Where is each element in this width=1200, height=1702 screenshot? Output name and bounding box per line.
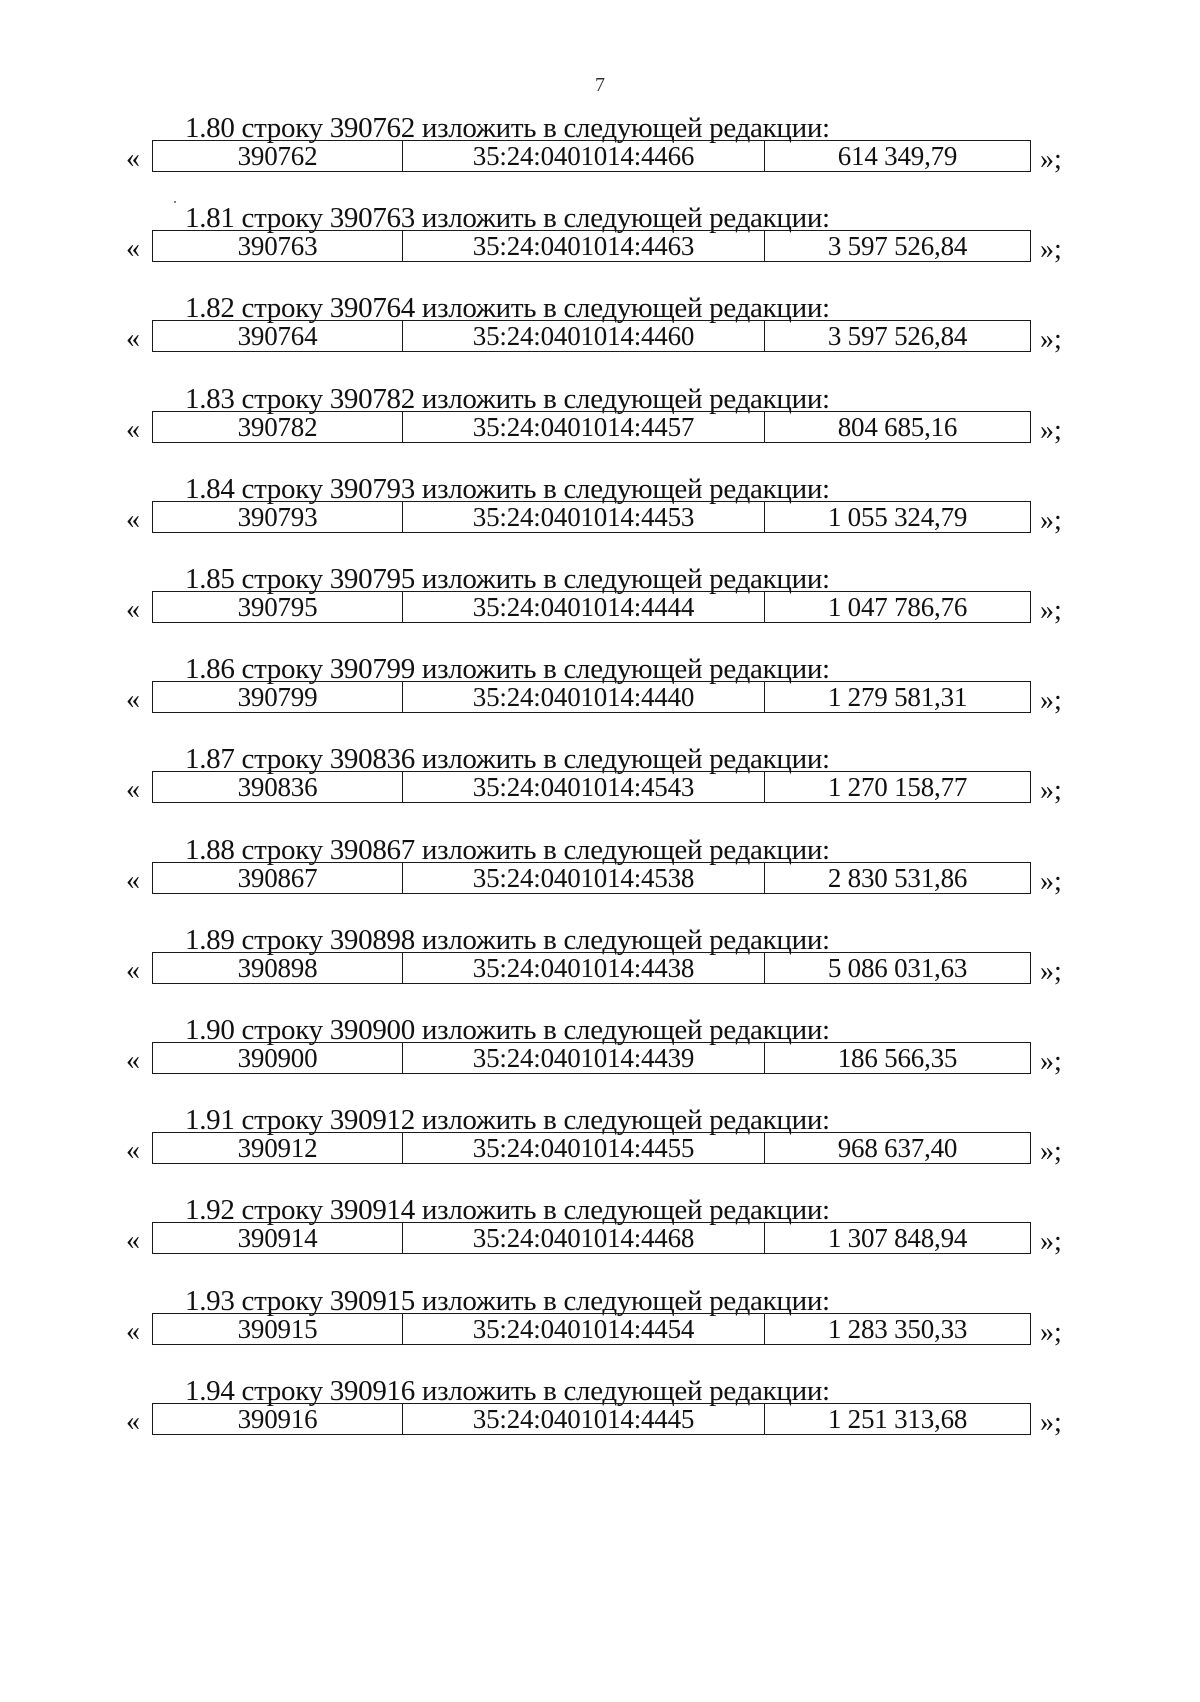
cadastral-value-cell: 614 349,79 — [765, 141, 1031, 172]
closing-quote: »; — [1040, 595, 1062, 626]
closing-quote: »; — [1040, 685, 1062, 717]
table-row — [153, 862, 1031, 893]
amendment-item — [0, 653, 1200, 717]
table-row — [153, 1223, 1031, 1254]
amendment-heading: 1.93 строку 390915 изложить в следующей редакции: — [185, 1284, 830, 1317]
replacement-row-table — [152, 501, 1031, 533]
row-code-cell: 390914 — [153, 1223, 403, 1254]
amendment-heading: 1.86 строку 390799 изложить в следующей редакции: — [185, 653, 830, 686]
row-code-cell: 390915 — [153, 1313, 403, 1344]
cadastral-value-cell: 1 307 848,94 — [765, 1223, 1031, 1254]
replacement-row-table — [152, 952, 1031, 984]
replacement-row-table — [152, 1042, 1031, 1074]
replacement-row-table — [152, 320, 1031, 352]
row-code-cell: 390867 — [153, 862, 403, 893]
cadastral-number-cell: 35:24:0401014:4538 — [403, 862, 765, 893]
table-row — [153, 952, 1031, 983]
amendment-heading: 1.81 строку 390763 изложить в следующей редакции: — [185, 202, 830, 235]
replacement-row-table — [152, 771, 1031, 803]
amendment-item — [0, 1284, 1200, 1348]
amendment-item — [0, 833, 1200, 897]
closing-quote: »; — [1040, 414, 1062, 446]
cadastral-number-cell: 35:24:0401014:4543 — [403, 772, 765, 803]
opening-quote: « — [126, 1315, 140, 1347]
closing-quote: »; — [1040, 955, 1062, 987]
table-row — [153, 321, 1031, 352]
closing-quote: »; — [1040, 324, 1062, 356]
amendment-heading: 1.80 строку 390762 изложить в следующей редакции: — [185, 112, 830, 144]
closing-quote: »; — [1040, 144, 1062, 175]
cadastral-value-cell: 1 047 786,76 — [765, 592, 1031, 623]
cadastral-number-cell: 35:24:0401014:4457 — [403, 411, 765, 442]
cadastral-value-cell: 3 597 526,84 — [765, 321, 1031, 352]
replacement-row-table — [152, 140, 1031, 172]
cadastral-value-cell: 1 283 350,33 — [765, 1313, 1031, 1344]
closing-quote: »; — [1040, 865, 1062, 897]
amendment-heading: 1.85 строку 390795 изложить в следующей редакции: — [185, 563, 830, 595]
cadastral-value-cell: 3 597 526,84 — [765, 231, 1031, 262]
row-code-cell: 390764 — [153, 321, 403, 352]
amendment-item — [0, 112, 1200, 175]
table-row — [153, 411, 1031, 442]
closing-quote: »; — [1040, 1226, 1062, 1258]
amendment-item — [0, 923, 1200, 987]
row-code-cell: 390793 — [153, 501, 403, 532]
cadastral-value-cell: 1 279 581,31 — [765, 682, 1031, 713]
closing-quote: »; — [1040, 1136, 1062, 1168]
cadastral-number-cell: 35:24:0401014:4453 — [403, 501, 765, 532]
table-row — [153, 772, 1031, 803]
replacement-row-table — [152, 411, 1031, 443]
replacement-row-table — [152, 1403, 1031, 1435]
cadastral-number-cell: 35:24:0401014:4468 — [403, 1223, 765, 1254]
cadastral-number-cell: 35:24:0401014:4455 — [403, 1133, 765, 1164]
table-row — [153, 501, 1031, 532]
replacement-row-table — [152, 1222, 1031, 1254]
cadastral-number-cell: 35:24:0401014:4439 — [403, 1043, 765, 1074]
cadastral-value-cell: 1 055 324,79 — [765, 501, 1031, 532]
replacement-row-table — [152, 1313, 1031, 1345]
amendment-heading: 1.84 строку 390793 изложить в следующей редакции: — [185, 472, 830, 505]
table-row — [153, 1403, 1031, 1434]
cadastral-value-cell: 968 637,40 — [765, 1133, 1031, 1164]
table-row — [153, 1043, 1031, 1074]
row-code-cell: 390898 — [153, 952, 403, 983]
amendment-heading: 1.90 строку 390900 изложить в следующей редакции: — [185, 1014, 830, 1046]
table-row — [153, 1133, 1031, 1164]
amendment-heading: 1.91 строку 390912 изложить в следующей редакции: — [185, 1104, 830, 1137]
opening-quote: « — [126, 413, 140, 445]
row-code-cell: 390916 — [153, 1403, 403, 1434]
opening-quote: « — [126, 864, 140, 896]
amendment-heading: 1.94 строку 390916 изложить в следующей редакции: — [185, 1374, 830, 1407]
opening-quote: « — [126, 594, 140, 625]
amendment-heading: 1.87 строку 390836 изложить в следующей редакции: — [185, 743, 830, 776]
replacement-row-table — [152, 862, 1031, 894]
row-code-cell: 390782 — [153, 411, 403, 442]
opening-quote: « — [126, 503, 140, 535]
closing-quote: »; — [1040, 775, 1062, 807]
cadastral-number-cell: 35:24:0401014:4454 — [403, 1313, 765, 1344]
amendment-item — [0, 472, 1200, 536]
row-code-cell: 390900 — [153, 1043, 403, 1074]
opening-quote: « — [126, 233, 140, 265]
table-row — [153, 231, 1031, 262]
row-code-cell: 390836 — [153, 772, 403, 803]
closing-quote: »; — [1040, 1316, 1062, 1348]
opening-quote: « — [126, 1045, 140, 1076]
amendment-heading: 1.89 строку 390898 изложить в следующей редакции: — [185, 923, 830, 956]
table-row — [153, 141, 1031, 172]
amendment-item — [0, 1014, 1200, 1077]
cadastral-number-cell: 35:24:0401014:4440 — [403, 682, 765, 713]
amendment-item — [0, 1194, 1200, 1258]
row-code-cell: 390763 — [153, 231, 403, 262]
closing-quote: »; — [1040, 1046, 1062, 1077]
cadastral-value-cell: 186 566,35 — [765, 1043, 1031, 1074]
amendment-item — [0, 1104, 1200, 1168]
cadastral-value-cell: 1 251 313,68 — [765, 1403, 1031, 1434]
opening-quote: « — [126, 323, 140, 355]
page-number: 7 — [595, 74, 605, 96]
table-row — [153, 682, 1031, 713]
replacement-row-table — [152, 1132, 1031, 1164]
amendment-item — [0, 1374, 1200, 1438]
opening-quote: « — [126, 1225, 140, 1257]
amendment-item — [0, 202, 1200, 266]
table-row — [153, 592, 1031, 623]
replacement-row-table — [152, 681, 1031, 713]
replacement-row-table — [152, 591, 1031, 623]
cadastral-value-cell: 1 270 158,77 — [765, 772, 1031, 803]
table-row — [153, 1313, 1031, 1344]
opening-quote: « — [126, 143, 140, 174]
row-code-cell: 390799 — [153, 682, 403, 713]
replacement-row-table — [152, 230, 1031, 262]
closing-quote: »; — [1040, 1406, 1062, 1438]
cadastral-number-cell: 35:24:0401014:4445 — [403, 1403, 765, 1434]
amendment-heading: 1.83 строку 390782 изложить в следующей редакции: — [185, 382, 830, 415]
amendment-heading: 1.88 строку 390867 изложить в следующей редакции: — [185, 833, 830, 866]
opening-quote: « — [126, 1135, 140, 1167]
amendment-item — [0, 743, 1200, 807]
row-code-cell: 390762 — [153, 141, 403, 172]
cadastral-value-cell: 2 830 531,86 — [765, 862, 1031, 893]
cadastral-number-cell: 35:24:0401014:4460 — [403, 321, 765, 352]
row-code-cell: 390912 — [153, 1133, 403, 1164]
row-code-cell: 390795 — [153, 592, 403, 623]
opening-quote: « — [126, 774, 140, 806]
cadastral-number-cell: 35:24:0401014:4444 — [403, 592, 765, 623]
amendment-heading: 1.82 строку 390764 изложить в следующей редакции: — [185, 292, 830, 325]
amendment-item — [0, 563, 1200, 626]
opening-quote: « — [126, 684, 140, 716]
opening-quote: « — [126, 954, 140, 986]
cadastral-number-cell: 35:24:0401014:4463 — [403, 231, 765, 262]
cadastral-value-cell: 804 685,16 — [765, 411, 1031, 442]
amendment-item — [0, 292, 1200, 356]
opening-quote: « — [126, 1405, 140, 1437]
cadastral-value-cell: 5 086 031,63 — [765, 952, 1031, 983]
scan-speck — [174, 201, 176, 203]
cadastral-number-cell: 35:24:0401014:4438 — [403, 952, 765, 983]
amendment-item — [0, 382, 1200, 446]
closing-quote: »; — [1040, 234, 1062, 266]
closing-quote: »; — [1040, 504, 1062, 536]
cadastral-number-cell: 35:24:0401014:4466 — [403, 141, 765, 172]
amendment-heading: 1.92 строку 390914 изложить в следующей редакции: — [185, 1194, 830, 1227]
